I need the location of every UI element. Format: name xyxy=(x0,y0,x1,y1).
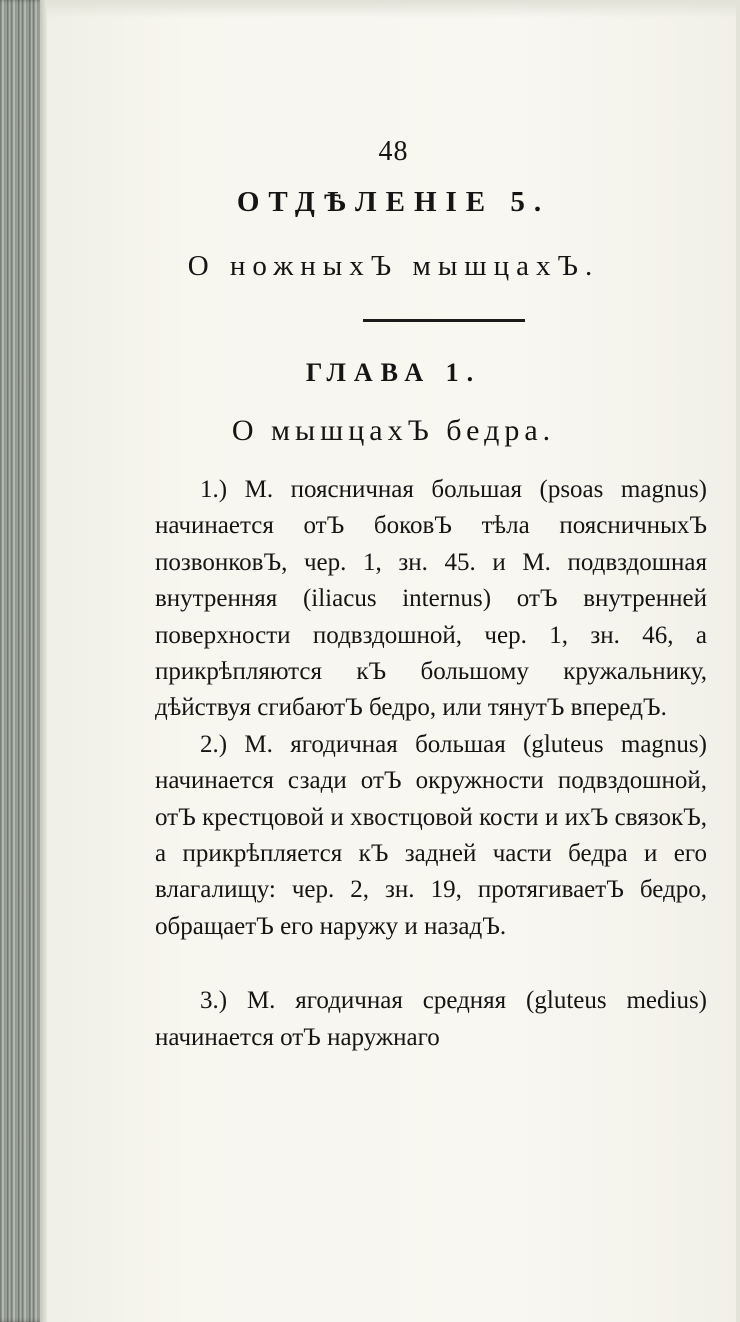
chapter-heading: ГЛАВА 1. xyxy=(305,358,482,387)
top-shadow xyxy=(47,0,740,18)
paragraph: 3.) М. ягодичная средняя (gluteus medius) начинается отЪ наружнаго xyxy=(155,987,707,1051)
chapter-title: О мышцахЪ бедра. xyxy=(231,414,556,447)
horizontal-rule xyxy=(363,319,525,322)
paragraph: 1.) М. поясничная большая (psoas magnus) начинается отЪ боковЪ тѣла поясничныхЪ позвонковЪ, чер. 1, зн. 45. и М. подвздошная внутренняя (iliacus internus) отЪ внутренней поверхности подвздошной, чер. 1, зн. 46, а прикрѣпляются кЪ большому кружальнику, дѣйствуя сгибаютЪ бедро, или тянутЪ впередЪ. xyxy=(155,476,707,722)
body-text xyxy=(155,472,707,1056)
section-heading: ОТДѢЛЕНІЕ 5. xyxy=(236,186,551,218)
section-title: О ножныхЪ мышцахЪ. xyxy=(187,250,600,282)
page-edge-highlight xyxy=(40,0,47,1322)
paragraph: 2.) М. ягодичная большая (gluteus magnus) начинается сзади отЪ окружности подвздошной, отЪ крестцовой и хвостцовой кости и ихЪ связокЪ, а прикрѣпляется кЪ задней части бедра и его влагалищу: чер. 2, зн. 19, протягиваетЪ бедро, обращаетЪ его наружу и назадЪ. xyxy=(155,730,707,940)
page-number: 48 xyxy=(378,136,409,167)
